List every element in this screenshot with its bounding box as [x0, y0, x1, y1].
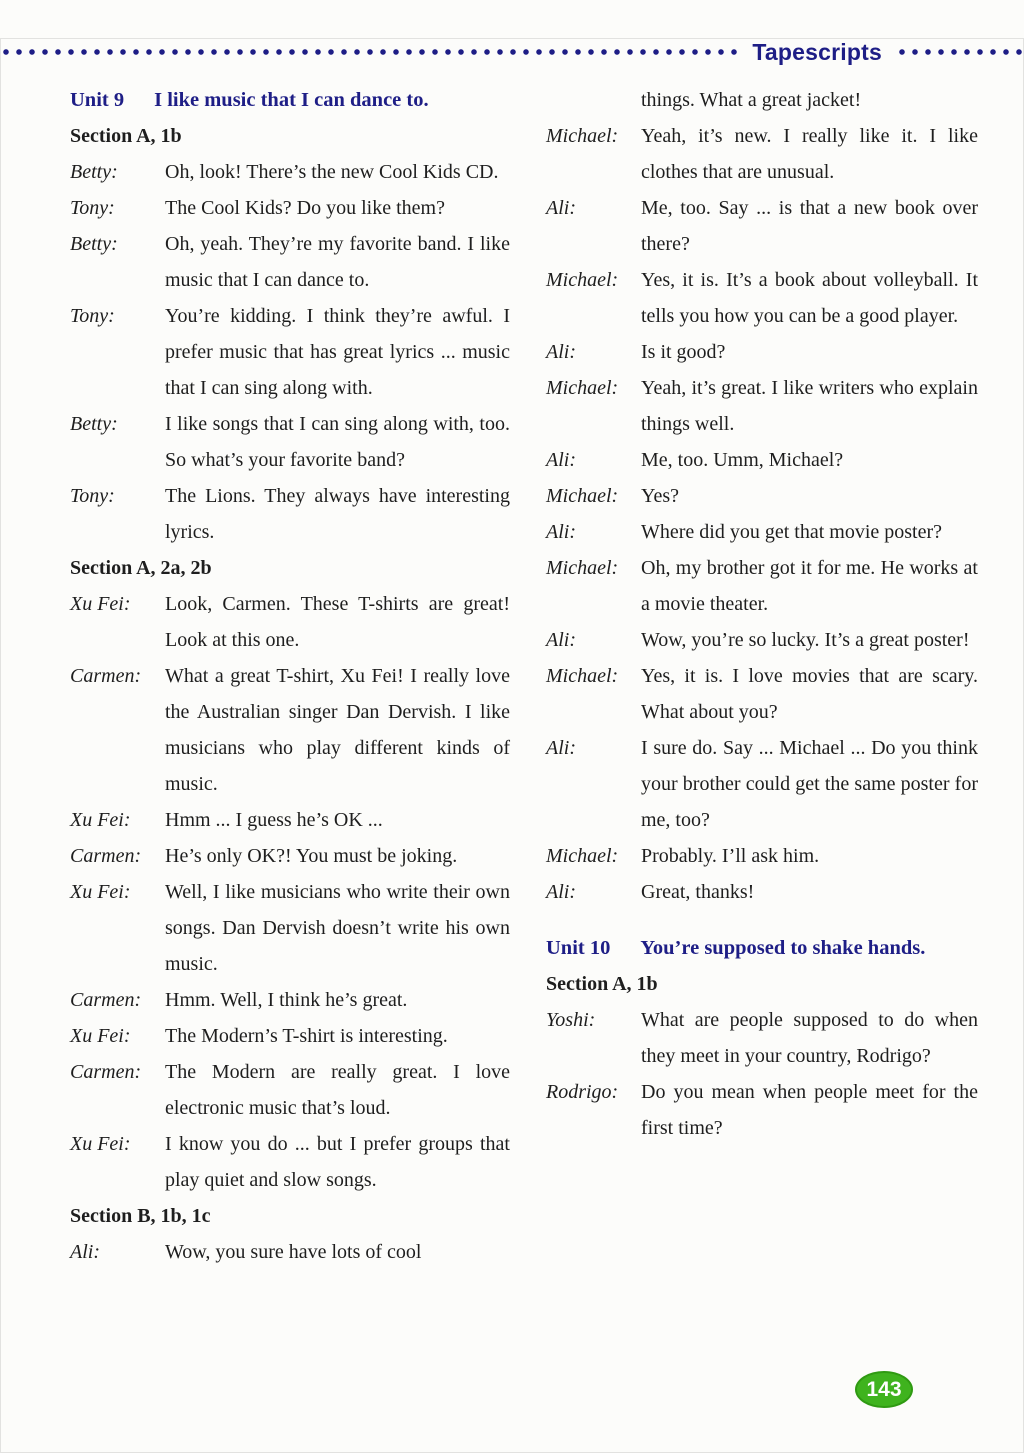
dialogue-text: The Lions. They always have interesting lyrics.: [165, 485, 510, 543]
dialogue-text: Do you mean when people meet for the first time?: [641, 1081, 978, 1139]
dialogue-entry: [70, 190, 510, 226]
speaker-name: Michael:: [546, 557, 619, 579]
section-heading: Section B, 1b, 1c: [70, 1205, 211, 1227]
speaker-name: Ali:: [546, 449, 576, 471]
dialogue-text: Probably. I’ll ask him.: [641, 845, 820, 867]
speaker-name: Xu Fei:: [70, 593, 131, 615]
speaker-name: Ali:: [546, 197, 576, 219]
dialogue-entry: [546, 82, 978, 118]
content-area: [0, 82, 1024, 1270]
dialogue-text: Is it good?: [641, 341, 726, 363]
dialogue-entry: [546, 730, 978, 838]
dialogue-text: Yes, it is. I love movies that are scary. What about you?: [641, 665, 978, 723]
speaker-name: Ali:: [70, 1241, 100, 1263]
dialogue-text: Where did you get that movie poster?: [641, 521, 943, 543]
unit-heading: [70, 82, 510, 118]
speaker-name: Carmen:: [70, 989, 142, 1011]
dialogue-text: Me, too. Say ... is that a new book over there?: [641, 197, 978, 255]
speaker-name: Xu Fei:: [70, 809, 131, 831]
speaker-name: [546, 82, 641, 118]
dotted-rule-left: [0, 47, 738, 57]
dialogue-text: Oh, my brother got it for me. He works at a movie theater.: [641, 557, 978, 615]
dialogue-entry: [546, 838, 978, 874]
speaker-name: Michael:: [546, 665, 619, 687]
section-heading: Section A, 1b: [70, 125, 182, 147]
column-left: [70, 82, 510, 1270]
dialogue-entry: [546, 478, 978, 514]
dialogue-entry: [546, 1002, 978, 1074]
dialogue-entry: [70, 802, 510, 838]
speaker-name: Betty:: [70, 161, 118, 183]
speaker-name: Tony:: [70, 197, 115, 219]
dialogue-text: I sure do. Say ... Michael ... Do you think your brother could get the same poster for me, too?: [641, 737, 978, 831]
speaker-name: Ali:: [546, 737, 576, 759]
dialogue-text: I like songs that I can sing along with, too. So what’s your favorite band?: [165, 413, 510, 471]
dialogue-text: The Modern are really great. I love electronic music that’s loud.: [165, 1061, 510, 1119]
unit-heading: [546, 930, 978, 966]
dialogue-entry: [546, 658, 978, 730]
dialogue-entry: [70, 982, 510, 1018]
dotted-rule-right: [896, 47, 1024, 57]
unit-number: Unit 9: [70, 89, 125, 111]
dialogue-text: He’s only OK?! You must be joking.: [165, 845, 458, 867]
section-heading: Section A, 2a, 2b: [70, 557, 212, 579]
dialogue-entry: [70, 154, 510, 190]
dialogue-text: You’re kidding. I think they’re awful. I prefer music that has great lyrics ... music that I can sing along with.: [165, 305, 510, 399]
speaker-name: Tony:: [70, 485, 115, 507]
dialogue-text: I know you do ... but I prefer groups that play quiet and slow songs.: [165, 1133, 510, 1191]
speaker-name: Ali:: [546, 881, 576, 903]
speaker-name: Ali:: [546, 341, 576, 363]
dialogue-entry: [70, 1018, 510, 1054]
speaker-name: Ali:: [546, 629, 576, 651]
page-number-badge: [855, 1371, 913, 1408]
dialogue-entry: [70, 478, 510, 550]
dialogue-text: Oh, look! There’s the new Cool Kids CD.: [165, 161, 499, 183]
dialogue-text: Well, I like musicians who write their own songs. Dan Dervish doesn’t write his own music.: [165, 881, 510, 975]
speaker-name: Rodrigo:: [546, 1081, 619, 1103]
dialogue-text: Yeah, it’s new. I really like it. I like clothes that are unusual.: [641, 125, 978, 183]
dialogue-text: Me, too. Umm, Michael?: [641, 449, 844, 471]
page-number: 143: [866, 1377, 902, 1401]
speaker-name: Carmen:: [70, 665, 142, 687]
dialogue-entry: [70, 226, 510, 298]
speaker-name: Xu Fei:: [70, 1133, 131, 1155]
dialogue-text: Look, Carmen. These T-shirts are great! Look at this one.: [165, 593, 510, 651]
dialogue-text: Yes, it is. It’s a book about volleyball. It tells you how you can be a good player.: [641, 269, 978, 327]
speaker-name: Michael:: [546, 485, 619, 507]
speaker-name: Tony:: [70, 305, 115, 327]
dialogue-text: What a great T-shirt, Xu Fei! I really love the Australian singer Dan Dervish. I like musicians who play different kinds of music.: [165, 665, 510, 795]
speaker-name: Michael:: [546, 125, 619, 147]
dialogue-text: Wow, you sure have lots of cool: [165, 1241, 422, 1263]
dialogue-entry: [546, 550, 978, 622]
unit-title: I like music that I can dance to.: [154, 89, 429, 111]
dialogue-text: Great, thanks!: [641, 881, 755, 903]
speaker-name: Betty:: [70, 233, 118, 255]
dialogue-text: Wow, you’re so lucky. It’s a great poster!: [641, 629, 970, 651]
dialogue-entry: [70, 298, 510, 406]
speaker-name: Yoshi:: [546, 1009, 596, 1031]
dialogue-entry: [70, 838, 510, 874]
dialogue-text: Yeah, it’s great. I like writers who explain things well.: [641, 377, 978, 435]
dialogue-entry: [546, 442, 978, 478]
dialogue-text: Hmm ... I guess he’s OK ...: [165, 809, 383, 831]
dialogue-entry: [546, 262, 978, 334]
unit-number: Unit 10: [546, 937, 611, 959]
speaker-name: Ali:: [546, 521, 576, 543]
dialogue-entry: [70, 586, 510, 658]
column-right: [546, 82, 978, 1270]
speaker-name: Michael:: [546, 269, 619, 291]
dialogue-entry: [70, 1126, 510, 1198]
section-heading: Section A, 1b: [546, 973, 658, 995]
dialogue-entry: [70, 406, 510, 478]
dialogue-text: things. What a great jacket!: [641, 89, 862, 111]
dialogue-entry: [546, 190, 978, 262]
dialogue-entry: [70, 1234, 510, 1270]
dialogue-text: The Modern’s T-shirt is interesting.: [165, 1025, 448, 1047]
dialogue-entry: [70, 874, 510, 982]
dialogue-entry: [546, 874, 978, 910]
dialogue-entry: [546, 514, 978, 550]
dialogue-text: The Cool Kids? Do you like them?: [165, 197, 445, 219]
dialogue-text: Yes?: [641, 485, 679, 507]
dialogue-entry: [70, 658, 510, 802]
speaker-name: Carmen:: [70, 1061, 142, 1083]
page-title: Tapescripts: [752, 38, 882, 65]
dialogue-entry: [546, 118, 978, 190]
dialogue-entry: [546, 334, 978, 370]
speaker-name: Michael:: [546, 377, 619, 399]
dialogue-text: What are people supposed to do when they meet in your country, Rodrigo?: [641, 1009, 978, 1067]
dialogue-text: Hmm. Well, I think he’s great.: [165, 989, 408, 1011]
speaker-name: Betty:: [70, 413, 118, 435]
dialogue-entry: [546, 370, 978, 442]
speaker-name: Carmen:: [70, 845, 142, 867]
unit-title: You’re supposed to shake hands.: [640, 937, 926, 959]
speaker-name: Michael:: [546, 845, 619, 867]
dialogue-entry: [546, 622, 978, 658]
speaker-name: Xu Fei:: [70, 881, 131, 903]
dialogue-text: Oh, yeah. They’re my favorite band. I like music that I can dance to.: [165, 233, 510, 291]
dialogue-entry: [546, 1074, 978, 1146]
tapescripts-header: [0, 38, 1024, 66]
speaker-name: Xu Fei:: [70, 1025, 131, 1047]
dialogue-entry: [70, 1054, 510, 1126]
